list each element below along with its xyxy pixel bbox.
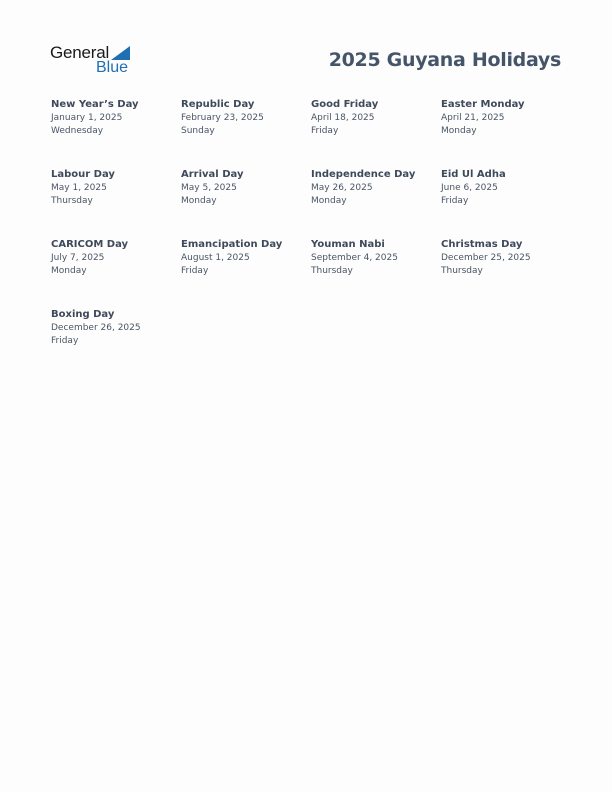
holiday-date: February 23, 2025: [181, 112, 264, 123]
holiday-date: August 1, 2025: [181, 252, 250, 263]
holiday-name: New Year’s Day: [51, 99, 139, 110]
holiday-name: Youman Nabi: [311, 239, 385, 250]
holiday-name: Emancipation Day: [181, 239, 283, 250]
holiday-date: September 4, 2025: [311, 252, 398, 263]
page-title: 2025 Guyana Holidays: [328, 49, 561, 71]
holiday-item: [51, 308, 179, 349]
holiday-name: Good Friday: [311, 99, 379, 110]
holiday-weekday: Monday: [181, 196, 217, 206]
holiday-date: December 25, 2025: [441, 252, 531, 263]
holiday-item: [181, 238, 309, 279]
holiday-item: [441, 98, 569, 139]
holiday-weekday: Wednesday: [51, 126, 104, 136]
holiday-name: Eid Ul Adha: [441, 169, 506, 180]
logo-text-blue: Blue: [96, 59, 129, 76]
logo-text-general: General: [50, 43, 110, 62]
holiday-weekday: Friday: [51, 336, 79, 346]
holiday-date: June 6, 2025: [441, 182, 498, 193]
holiday-weekday: Friday: [311, 126, 339, 136]
holiday-item: [51, 238, 179, 279]
holiday-weekday: Monday: [51, 266, 87, 276]
holiday-item: [311, 168, 439, 209]
logo: [50, 44, 140, 78]
holiday-date: January 1, 2025: [51, 112, 123, 123]
holiday-date: May 1, 2025: [51, 182, 107, 193]
holiday-item: [181, 168, 309, 209]
holiday-date: May 26, 2025: [311, 182, 373, 193]
holiday-weekday: Monday: [311, 196, 347, 206]
logo-triangle-icon: [111, 46, 130, 60]
holiday-date: April 21, 2025: [441, 112, 505, 123]
holiday-date: July 7, 2025: [51, 252, 105, 263]
holiday-name: Labour Day: [51, 169, 115, 180]
holiday-name: Republic Day: [181, 99, 255, 110]
holiday-weekday: Thursday: [311, 266, 353, 276]
holiday-name: Arrival Day: [181, 169, 244, 180]
holiday-weekday: Monday: [441, 126, 477, 136]
holiday-name: Boxing Day: [51, 309, 115, 320]
holiday-item: [441, 238, 569, 279]
holiday-weekday: Thursday: [51, 196, 93, 206]
holiday-weekday: Friday: [181, 266, 209, 276]
holiday-item: [311, 238, 439, 279]
holiday-item: [181, 98, 309, 139]
holiday-name: Independence Day: [311, 169, 416, 180]
holiday-date: April 18, 2025: [311, 112, 375, 123]
holiday-name: CARICOM Day: [51, 239, 129, 250]
holiday-item: [311, 98, 439, 139]
holiday-date: December 26, 2025: [51, 322, 141, 333]
holiday-weekday: Sunday: [181, 126, 215, 136]
holiday-date: May 5, 2025: [181, 182, 237, 193]
holiday-item: [441, 168, 569, 209]
holiday-item: [51, 98, 179, 139]
holiday-weekday: Friday: [441, 196, 469, 206]
holiday-name: Easter Monday: [441, 99, 525, 110]
holiday-item: [51, 168, 179, 209]
holiday-weekday: Thursday: [441, 266, 483, 276]
holiday-name: Christmas Day: [441, 239, 523, 250]
